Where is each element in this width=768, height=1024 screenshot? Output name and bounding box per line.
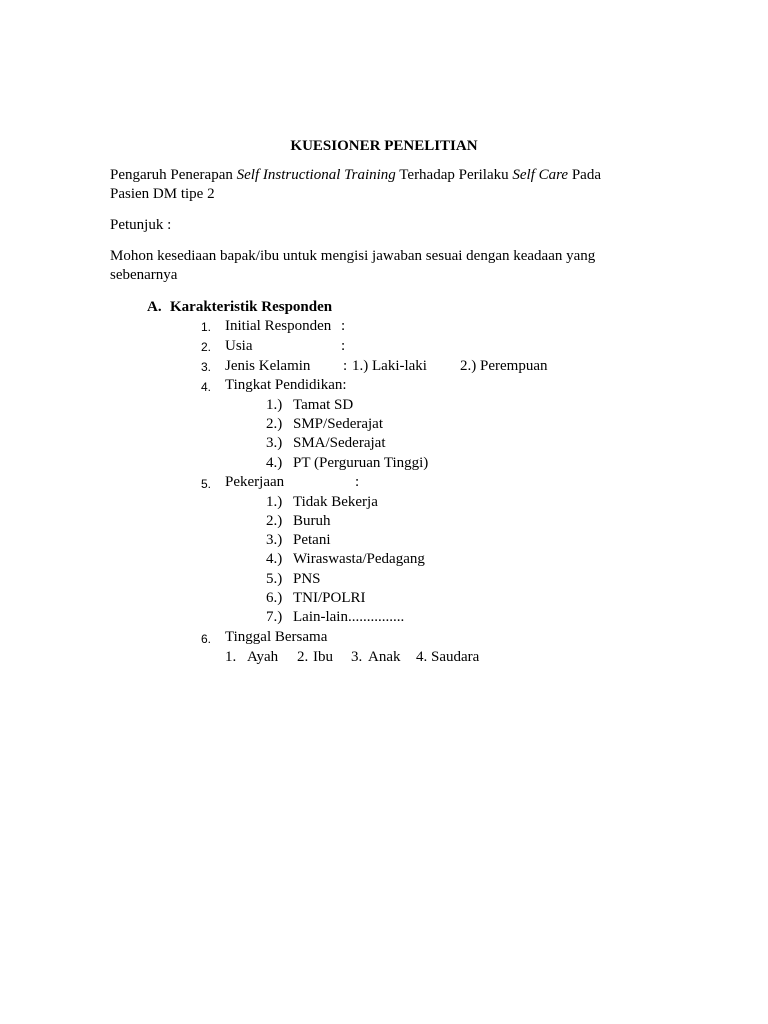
list-item: Lain-lain...............	[293, 609, 405, 625]
item-label-jenis-kelamin: Jenis Kelamin	[225, 358, 311, 374]
list-item-number: 1.	[225, 649, 237, 665]
instruction-label: Petunjuk :	[110, 217, 172, 233]
item-number: 5.	[201, 477, 212, 491]
section-a-marker: A.	[147, 299, 162, 315]
item-number: 1.	[201, 320, 212, 334]
list-item-number: 2.)	[266, 416, 283, 432]
gender-option-female: 2.) Perempuan	[460, 358, 548, 374]
list-item-number: 2.)	[266, 513, 283, 529]
list-item-number: 4.	[416, 649, 428, 665]
list-item: Tidak Bekerja	[293, 494, 378, 510]
item-label-pekerjaan: Pekerjaan	[225, 474, 285, 490]
item-colon: :	[341, 338, 346, 354]
list-item-number: 1.)	[266, 494, 283, 510]
list-item: PNS	[293, 571, 321, 587]
list-item-number: 3.)	[266, 435, 283, 451]
list-item: Petani	[293, 532, 331, 548]
item-number: 4.	[201, 380, 212, 394]
list-item-number: 6.)	[266, 590, 283, 606]
list-item-number: 3.)	[266, 532, 283, 548]
list-item-number: 1.)	[266, 397, 283, 413]
section-a-heading: Karakteristik Responden	[170, 299, 333, 315]
item-label-usia: Usia	[225, 338, 253, 354]
item-number: 3.	[201, 360, 212, 374]
item-colon: :	[355, 474, 360, 490]
list-item: Tamat SD	[293, 397, 354, 413]
list-item: Saudara	[431, 649, 480, 665]
list-item: SMA/Sederajat	[293, 435, 386, 451]
list-item: TNI/POLRI	[293, 590, 366, 606]
list-item-number: 7.)	[266, 609, 283, 625]
item-label-initial: Initial Responden	[225, 318, 332, 334]
subtitle-line-2: Pasien DM tipe 2	[110, 186, 215, 202]
instruction-text-line-1: Mohon kesediaan bapak/ibu untuk mengisi jawaban sesuai dengan keadaan yang	[110, 248, 596, 264]
item-label-pendidikan: Tingkat Pendidikan:	[225, 377, 347, 393]
list-item: Wiraswasta/Pedagang	[293, 551, 425, 567]
item-label-tinggal: Tinggal Bersama	[225, 629, 328, 645]
subtitle-line-1: Pengaruh Penerapan Self Instructional Training Terhadap Perilaku Self Care Pada	[110, 167, 601, 183]
list-item: Ayah	[247, 649, 279, 665]
list-item: Buruh	[293, 513, 331, 529]
gender-option-male: 1.) Laki-laki	[352, 358, 427, 374]
list-item-number: 5.)	[266, 571, 283, 587]
list-item: SMP/Sederajat	[293, 416, 383, 432]
item-number: 6.	[201, 632, 212, 646]
list-item-number: 4.)	[266, 455, 283, 471]
item-number: 2.	[201, 340, 212, 354]
list-item: PT (Perguruan Tinggi)	[293, 455, 429, 471]
document-title: KUESIONER PENELITIAN	[290, 138, 478, 154]
list-item-number: 2.	[297, 649, 309, 665]
item-colon: :	[341, 318, 346, 334]
item-colon: :	[343, 358, 348, 374]
instruction-text-line-2: sebenarnya	[110, 267, 178, 283]
list-item-number: 3.	[351, 649, 363, 665]
list-item: Ibu	[313, 649, 333, 665]
list-item-number: 4.)	[266, 551, 283, 567]
list-item: Anak	[368, 649, 401, 665]
